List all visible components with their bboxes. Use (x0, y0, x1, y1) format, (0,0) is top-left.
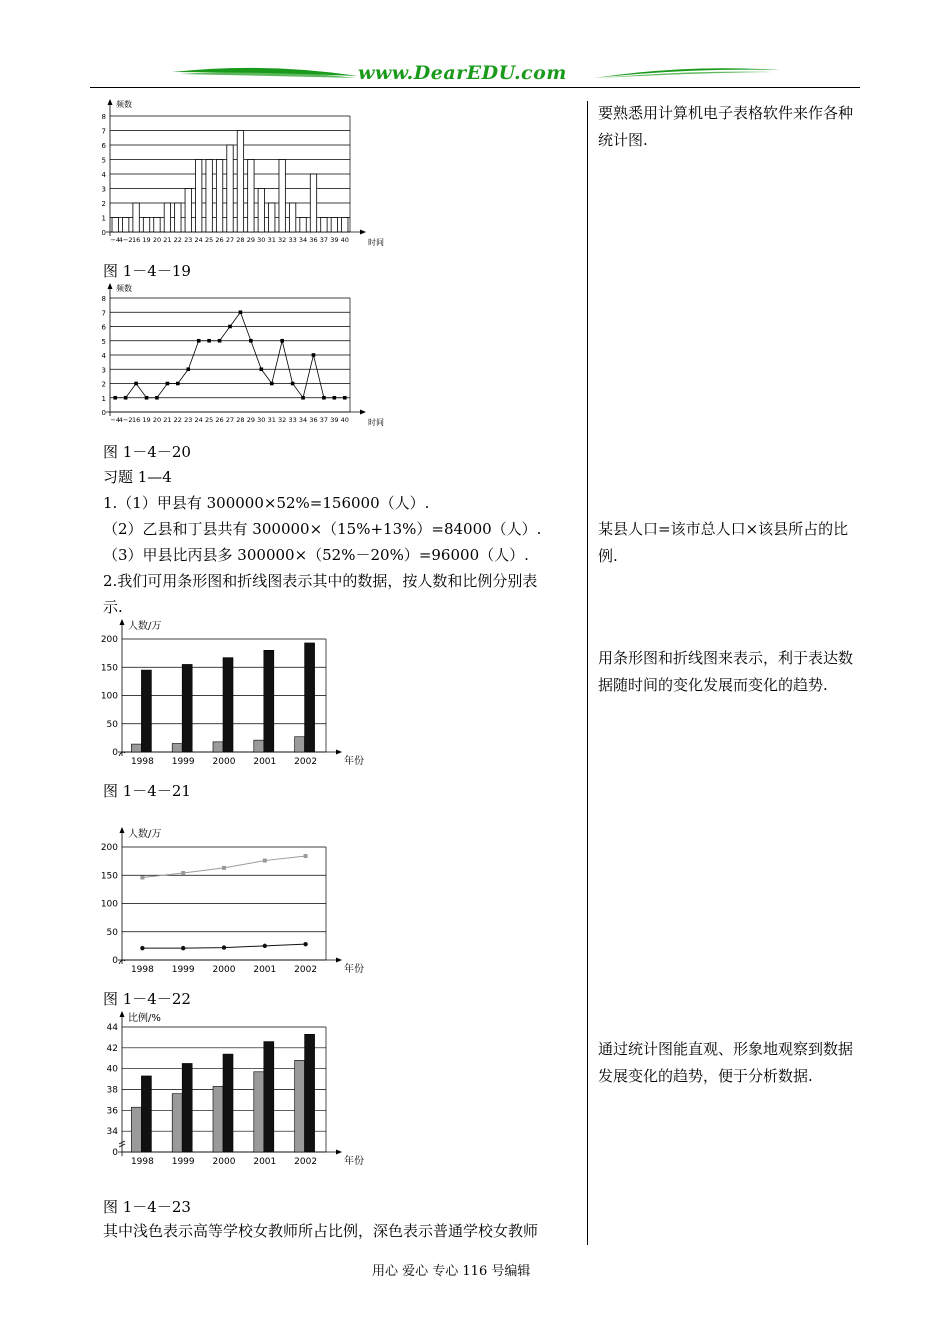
x-tick-label: 2000 (212, 1157, 236, 1167)
bar-light (172, 1094, 182, 1152)
data-point (291, 382, 295, 386)
x-tick-label: 39 (330, 416, 339, 424)
x-tick-label: 1999 (171, 757, 195, 767)
y-tick-label: 38 (106, 1085, 118, 1096)
data-point (312, 353, 316, 357)
y-axis-label: 人数/万 (128, 621, 162, 632)
data-point (145, 396, 149, 400)
histogram-bar (237, 131, 243, 233)
x-tick-label: 19 (142, 236, 151, 244)
x-tick-label: 21 (163, 236, 172, 244)
bar-light (254, 1072, 264, 1152)
x-tick-label: 32 (278, 416, 287, 424)
histogram-bar (310, 174, 316, 232)
x-tick-label: −4 (110, 416, 121, 424)
header-rule (90, 87, 860, 88)
x-axis-arrow (336, 958, 342, 963)
data-point (124, 396, 128, 400)
margin-note-1: 要熟悉用计算机电子表格软件来作各种统计图. (598, 104, 854, 149)
bar-dark (141, 1076, 151, 1152)
histogram-bar (248, 160, 254, 233)
histogram-bar (331, 218, 337, 233)
x-tick-label: 33 (288, 236, 297, 244)
bar-light (213, 1086, 223, 1152)
x-tick-label: 1999 (171, 1157, 195, 1167)
histogram-bar (289, 203, 295, 232)
y-axis-arrow (108, 99, 113, 105)
y-tick-label: 8 (101, 295, 106, 303)
chart-fig-1-4-20 (92, 282, 382, 430)
x-tick-label: 2000 (212, 965, 236, 975)
data-point (140, 946, 144, 950)
histogram-bar (164, 203, 170, 232)
x-axis-arrow (360, 410, 366, 415)
x-tick-label: 32 (278, 236, 287, 244)
x-tick-label: 31 (267, 416, 276, 424)
y-axis-label: 比例/% (128, 1013, 161, 1024)
y-tick-label: 6 (101, 142, 106, 150)
y-tick-label: 3 (101, 185, 106, 194)
data-point (260, 367, 264, 371)
histogram-bar (133, 203, 139, 232)
histogram-bar (112, 218, 118, 233)
histogram-bar (321, 218, 327, 233)
bar-dark (182, 1063, 192, 1152)
caption-fig-1-4-21: 图 1－4－21 (103, 782, 191, 800)
y-tick-label: 42 (106, 1043, 118, 1054)
x-tick-label: 4−2 (118, 416, 133, 424)
data-point (228, 325, 232, 329)
data-point (303, 942, 307, 946)
y-tick-label: 34 (106, 1127, 118, 1138)
site-logo: www.DearEDU.com (358, 62, 567, 84)
x-tick-label: 34 (298, 236, 308, 244)
x-tick-label: 36 (309, 236, 318, 244)
histogram-bar (206, 160, 212, 233)
data-point (304, 854, 308, 858)
caption-fig-1-4-23: 图 1－4－23 (103, 1198, 191, 1216)
y-tick-label: 0 (101, 409, 106, 417)
y-tick-label: 0 (112, 956, 118, 966)
x-tick-label: 27 (225, 236, 235, 244)
x-tick-label: 34 (298, 416, 308, 424)
y-tick-label: 50 (106, 927, 118, 938)
bar-dark (182, 664, 192, 752)
margin-note-4: 通过统计图能直观、形象地观察到数据发展变化的趋势，便于分析数据. (598, 1040, 854, 1085)
x-tick-label: 16 (131, 416, 141, 424)
data-point (197, 339, 201, 343)
x-tick-label: 2000 (212, 757, 236, 767)
data-point (186, 367, 190, 371)
y-axis-arrow (120, 1011, 125, 1017)
data-point (301, 396, 305, 400)
y-axis-arrow (120, 619, 125, 625)
y-tick-label: 150 (100, 871, 118, 882)
exercise-title: 习题 1—4 (103, 468, 172, 486)
data-point (181, 871, 185, 875)
histogram-bar (269, 203, 275, 232)
x-tick-label: 19 (142, 416, 151, 424)
x-tick-label: 1998 (130, 757, 154, 767)
y-tick-label: 3 (101, 366, 106, 375)
y-tick-label: 2 (101, 380, 106, 389)
data-point (176, 382, 180, 386)
data-point (322, 396, 326, 400)
y-tick-label: 5 (101, 156, 106, 165)
x-tick-label: 20 (152, 236, 162, 244)
x-axis-arrow (336, 750, 342, 755)
caption-fig-1-4-19: 图 1－4－19 (103, 262, 191, 280)
histogram-bar (122, 218, 128, 233)
bar-light (131, 744, 141, 752)
x-tick-label: 37 (319, 236, 329, 244)
bar-light (213, 742, 223, 752)
x-tick-label: 1999 (171, 965, 195, 975)
x-axis-arrow (360, 230, 366, 235)
data-point (222, 866, 226, 870)
y-tick-label: 0 (101, 229, 106, 237)
y-tick-label: 7 (101, 309, 106, 318)
data-point (140, 876, 144, 880)
x-tick-label: 40 (340, 236, 349, 244)
x-tick-label: 39 (330, 236, 339, 244)
margin-note-3: 用条形图和折线图来表示，利于表达数据随时间的变化发展而变化的趋势. (598, 649, 854, 694)
x-tick-label: 16 (131, 236, 141, 244)
histogram-bar (175, 203, 181, 232)
x-tick-label: 20 (152, 416, 162, 424)
x-tick-label: 1998 (130, 965, 154, 975)
y-tick-label: 4 (101, 171, 106, 179)
data-point (207, 339, 211, 343)
histogram-bar (143, 218, 149, 233)
histogram-bar (342, 218, 348, 233)
bar-light (295, 1060, 305, 1152)
data-point (280, 339, 284, 343)
y-tick-label: 4 (101, 352, 106, 360)
x-tick-label: 25 (204, 236, 214, 244)
bar-light (295, 737, 305, 752)
header-swoosh-left (170, 64, 360, 84)
x-axis-label: 年份 (344, 756, 364, 767)
x-tick-label: 4−2 (118, 236, 133, 244)
x-tick-label: 2002 (294, 965, 318, 975)
x-tick-label: 30 (257, 236, 266, 244)
data-point (239, 310, 243, 314)
x-tick-label: 23 (184, 236, 193, 244)
y-tick-label: 200 (100, 635, 118, 645)
bar-light (254, 740, 264, 752)
histogram-bar (227, 145, 233, 232)
y-tick-label: 36 (106, 1106, 118, 1117)
data-point (222, 945, 226, 949)
y-tick-label: 1 (101, 394, 106, 403)
page-header (90, 60, 860, 90)
data-point (249, 339, 253, 343)
data-point (113, 396, 117, 400)
x-tick-label: 28 (236, 236, 245, 244)
bar-dark (264, 1042, 274, 1152)
chart-fig-1-4-21 (92, 618, 364, 770)
answer-line-2: （2）乙县和丁县共有 300000×（15%+13%）=84000（人）. (103, 520, 542, 538)
y-tick-label: 150 (100, 663, 118, 674)
bar-light (131, 1107, 141, 1152)
x-tick-label: 24 (194, 416, 203, 424)
histogram-bar (258, 189, 264, 233)
y-tick-label: 200 (100, 843, 118, 853)
y-tick-label: 5 (101, 337, 106, 346)
y-tick-label: 0 (112, 748, 118, 758)
data-point (134, 382, 138, 386)
chart-fig-1-4-19 (92, 98, 382, 250)
y-axis-label: 频数 (116, 100, 132, 109)
x-tick-label: 28 (236, 416, 245, 424)
bar-dark (141, 670, 151, 752)
y-tick-label: 50 (106, 719, 118, 730)
y-axis-arrow (120, 827, 125, 833)
y-axis-arrow (108, 283, 113, 289)
x-tick-label: 29 (246, 416, 256, 424)
chart-fig-1-4-23 (92, 1010, 364, 1172)
y-tick-label: 8 (101, 113, 106, 121)
x-tick-label: 2001 (253, 1157, 277, 1167)
x-tick-label: 40 (340, 416, 349, 424)
caption-fig-1-4-20: 图 1－4－20 (103, 443, 191, 461)
histogram-bar (154, 218, 160, 233)
answer-line-3: （3）甲县比丙县多 300000×（52%－20%）=96000（人）. (103, 546, 529, 564)
x-tick-label: 31 (267, 236, 276, 244)
x-tick-label: 24 (194, 236, 203, 244)
y-tick-label: 100 (100, 691, 118, 702)
column-divider (587, 101, 588, 1245)
x-tick-label: 21 (163, 416, 172, 424)
bar-dark (264, 650, 274, 752)
x-tick-label: 22 (173, 416, 182, 424)
chart-fig-1-4-22 (92, 826, 364, 978)
data-point (263, 859, 267, 863)
y-tick-label: 2 (101, 200, 106, 208)
data-point (218, 339, 222, 343)
data-point (155, 396, 159, 400)
y-tick-label: 0 (112, 1148, 118, 1158)
data-point (343, 396, 347, 400)
x-tick-label: −4 (110, 236, 121, 244)
x-tick-label: 37 (319, 416, 329, 424)
answer-line-4b: 示. (103, 598, 123, 616)
x-tick-label: 22 (173, 236, 182, 244)
y-axis-label: 频数 (116, 284, 132, 293)
x-axis-label: 年份 (344, 1156, 364, 1167)
x-tick-label: 26 (215, 236, 224, 244)
x-tick-label: 33 (288, 416, 297, 424)
histogram-bar (195, 160, 201, 233)
y-tick-label: 100 (100, 899, 118, 910)
bar-dark (223, 658, 233, 752)
x-axis-arrow (336, 1150, 342, 1155)
x-axis-label: 年份 (344, 964, 364, 975)
x-tick-label: 23 (184, 416, 193, 424)
data-point (166, 382, 170, 386)
y-axis-label: 人数/万 (128, 829, 162, 840)
y-tick-label: 44 (106, 1023, 118, 1033)
y-tick-label: 6 (101, 323, 106, 332)
bar-dark (305, 643, 315, 752)
x-tick-label: 36 (309, 416, 318, 424)
x-tick-label: 2001 (253, 757, 277, 767)
page-footer: 用心 爱心 专心 116 号编辑 (372, 1264, 531, 1279)
x-axis-label: 时间 (368, 238, 384, 247)
x-axis-label: 时间 (368, 418, 384, 427)
histogram-bar (300, 218, 306, 233)
x-tick-label: 25 (204, 416, 214, 424)
x-tick-label: 27 (225, 416, 235, 424)
margin-note-2: 某县人口=该市总人口×该县所占的比例. (598, 520, 849, 565)
data-point (333, 396, 337, 400)
bar-dark (223, 1054, 233, 1152)
bar-light (172, 744, 182, 752)
x-tick-label: 30 (257, 416, 266, 424)
bar-dark (305, 1034, 315, 1152)
answer-line-1: 1.（1）甲县有 300000×52%=156000（人）. (103, 494, 430, 512)
data-point (270, 382, 274, 386)
x-tick-label: 26 (215, 416, 224, 424)
x-tick-label: 2002 (294, 757, 318, 767)
x-tick-label: 29 (246, 236, 256, 244)
x-tick-label: 1998 (130, 1157, 154, 1167)
header-swoosh-right (592, 64, 782, 84)
histogram-bar (279, 160, 285, 233)
data-point (263, 944, 267, 948)
x-tick-label: 2001 (253, 965, 277, 975)
data-point (181, 946, 185, 950)
y-tick-label: 40 (106, 1064, 118, 1075)
histogram-bar (216, 160, 222, 233)
answer-line-4a: 2.我们可用条形图和折线图表示其中的数据，按人数和比例分别表 (103, 572, 538, 590)
final-text-line: 其中浅色表示高等学校女教师所占比例，深色表示普通学校女教师 (103, 1222, 539, 1240)
caption-fig-1-4-22: 图 1－4－22 (103, 990, 191, 1008)
y-tick-label: 7 (101, 127, 106, 136)
x-tick-label: 2002 (294, 1157, 318, 1167)
y-tick-label: 1 (101, 214, 106, 223)
histogram-bar (185, 189, 191, 233)
